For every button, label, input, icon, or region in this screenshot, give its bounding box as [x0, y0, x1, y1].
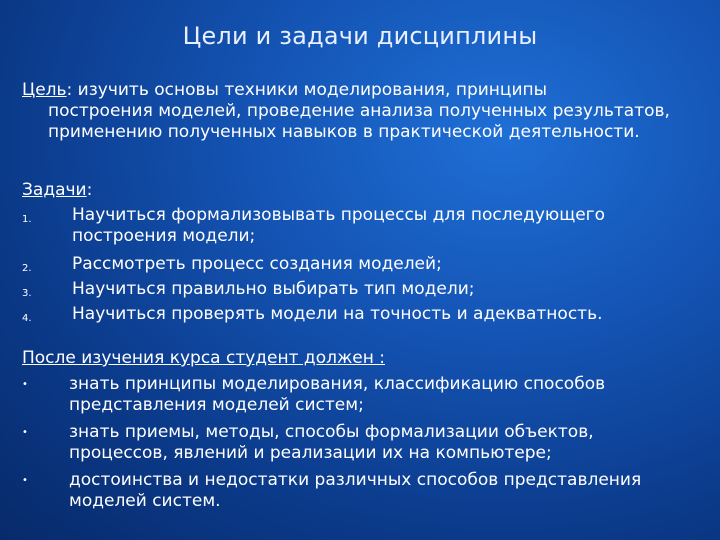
task-item: [22, 279, 692, 300]
requirement-text: знать принципы моделирования, классификацию способов представления моделей систем;: [69, 374, 606, 415]
task-item: [22, 205, 692, 247]
after-course-heading: После изучения курса студент должен :: [22, 348, 385, 368]
task-number: 4.: [22, 313, 32, 324]
goal-label: Цель: [22, 80, 67, 100]
task-number: 3.: [22, 288, 32, 299]
goal-text-first: : изучить основы техники моделирования, принципы: [66, 80, 548, 100]
requirement-item: [22, 374, 692, 416]
bullet-icon: •: [22, 427, 28, 438]
bullet-icon: •: [22, 475, 28, 486]
task-item: [22, 254, 692, 275]
slide-title: Цели и задачи дисциплины: [182, 22, 538, 50]
task-text: Научиться правильно выбирать тип модели;: [72, 279, 475, 299]
requirement-item: [22, 422, 692, 464]
task-text: Научиться проверять модели на точность и адекватность.: [72, 304, 603, 324]
task-item: [22, 304, 692, 325]
tasks-label: Задачи: [22, 180, 87, 200]
bullet-icon: •: [22, 379, 28, 390]
requirement-text: знать приемы, методы, способы формализации объектов, процессов, явлений и реализации их на компьютере;: [69, 422, 594, 463]
task-number: 2.: [22, 263, 32, 274]
goal-block: [22, 80, 692, 143]
requirement-item: [22, 470, 692, 512]
requirement-text: достоинства и недостатки различных способов представления моделей систем.: [69, 470, 642, 511]
tasks-heading: Задачи:: [22, 180, 93, 200]
task-text: Рассмотреть процесс создания моделей;: [72, 254, 442, 274]
task-text: Научиться формализовывать процессы для последующего построения модели;: [72, 205, 606, 246]
task-number: 1.: [22, 214, 32, 225]
goal-text-rest: построения моделей, проведение анализа полученных результатов, применению полученных навыков в практической деятельности.: [48, 101, 670, 142]
